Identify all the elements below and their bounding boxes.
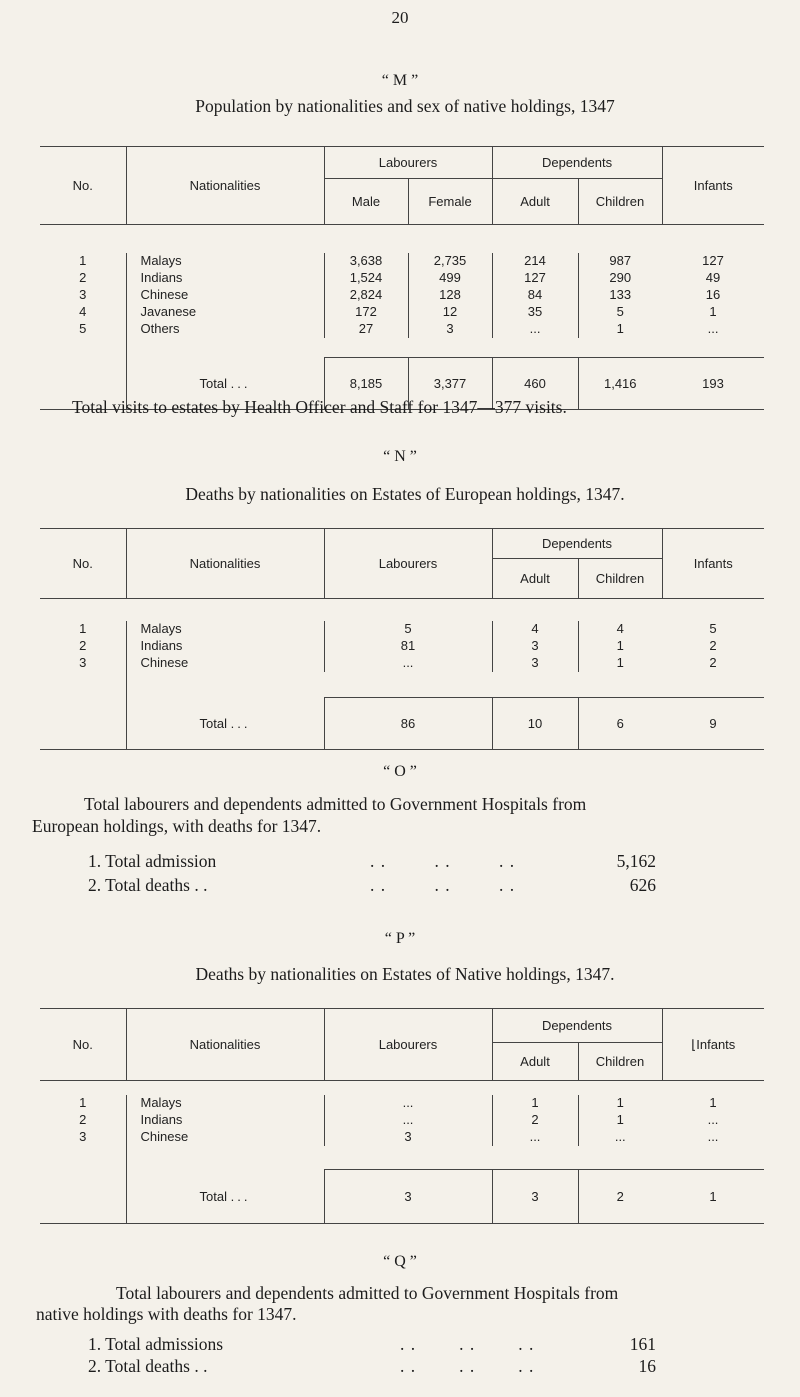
col-adult: Adult xyxy=(492,559,578,599)
table-n xyxy=(40,528,764,750)
table-p xyxy=(40,1008,764,1224)
leader-dots: . . . . . . xyxy=(370,875,516,895)
col-labourers: Labourers xyxy=(324,147,492,179)
col-no: No. xyxy=(40,1009,126,1081)
table-row: 4 Javanese 172 12 35 5 1 xyxy=(79,303,717,319)
col-dependents: Dependents xyxy=(492,1009,662,1043)
table-total-row: Total ... 3 3 2 1 xyxy=(40,1170,764,1224)
col-children: Children xyxy=(578,179,662,225)
table-row: 1 Malays 3,638 2,735 214 987 127 xyxy=(79,252,724,268)
section-q-item-value: 161 xyxy=(629,1334,656,1354)
section-m-title: Population by nationalities and sex of native holdings, 1347 xyxy=(195,96,615,116)
col-adult: Adult xyxy=(492,179,578,225)
col-labourers: Labourers xyxy=(324,1009,492,1081)
table-total-row: Total ... 86 10 6 9 xyxy=(40,698,764,750)
table-row: 3 Chinese ... 3 1 2 xyxy=(79,654,717,670)
section-p-title: Deaths by nationalities on Estates of Native holdings, 1347. xyxy=(195,964,615,984)
col-male: Male xyxy=(324,179,408,225)
col-nationalities: Nationalities xyxy=(126,529,324,599)
section-o-item-label: 1. Total admission xyxy=(88,851,217,871)
section-q-item-value: 16 xyxy=(638,1356,656,1376)
col-no: No. xyxy=(40,529,126,599)
section-n-title: Deaths by nationalities on Estates of European holdings, 1347. xyxy=(185,484,625,504)
col-nationalities: Nationalities xyxy=(126,147,324,225)
section-o-item-value: 626 xyxy=(629,875,656,895)
col-adult: Adult xyxy=(492,1043,578,1081)
section-q-para-line2: native holdings with deaths for 1347. xyxy=(36,1304,297,1324)
table-row: 3 Chinese 2,824 128 84 133 16 xyxy=(79,286,721,302)
section-q-letter: “ Q ” xyxy=(383,1253,417,1270)
section-o-para-line1: Total labourers and dependents admitted to Government Hospitals from xyxy=(84,794,587,814)
section-o-item-value: 5,162 xyxy=(616,851,656,871)
section-q-item-label: 1. Total admissions xyxy=(88,1334,224,1354)
section-q-para-line1: Total labourers and dependents admitted to Government Hospitals from xyxy=(116,1283,619,1303)
table-row: 2 Indians 1,524 499 127 290 49 xyxy=(79,269,721,285)
col-infants: Infants xyxy=(662,147,764,225)
col-infants: ⌊Infants xyxy=(662,1009,764,1081)
brace-mark: ⌊ xyxy=(691,1036,697,1052)
col-nationalities: Nationalities xyxy=(126,1009,324,1081)
section-o-para-line2: European holdings, with deaths for 1347. xyxy=(32,816,322,836)
section-n-letter: “ N ” xyxy=(383,448,417,465)
col-children: Children xyxy=(578,559,662,599)
section-o-item-label: 2. Total deaths . . xyxy=(88,875,208,895)
table-total-row: Total ... 8,185 3,377 460 1,416 193 xyxy=(40,358,764,410)
leader-dots: . . . . . . xyxy=(400,1356,535,1376)
page-number: 20 xyxy=(391,8,409,27)
col-labourers: Labourers xyxy=(324,529,492,599)
section-q-item-label: 2. Total deaths . . xyxy=(88,1356,208,1376)
table-row: 2 Indians ... 2 1 ... xyxy=(79,1111,719,1127)
leader-dots: . . . . . . xyxy=(400,1334,535,1354)
col-infants: Infants xyxy=(662,529,764,599)
col-children: Children xyxy=(578,1043,662,1081)
visits-line: Total visits to estates by Health Officer and Staff for 1347—377 visits. xyxy=(72,397,567,417)
table-row: 2 Indians 81 3 1 2 xyxy=(79,637,717,653)
leader-dots: . . . . . . xyxy=(370,851,516,871)
col-dependents: Dependents xyxy=(492,529,662,559)
table-m xyxy=(40,146,764,410)
col-female: Female xyxy=(408,179,492,225)
section-m-letter: “ M ” xyxy=(381,72,419,89)
table-row: 1 Malays ... 1 1 1 xyxy=(79,1094,717,1110)
table-row: 3 Chinese 3 ... ... ... xyxy=(79,1128,719,1144)
table-row: 5 Others 27 3 ... 1 ... xyxy=(79,320,719,336)
section-o-letter: “ O ” xyxy=(383,763,417,780)
table-row: 1 Malays 5 4 4 5 xyxy=(79,620,717,636)
section-p-letter: “ P ” xyxy=(384,930,416,947)
col-no: No. xyxy=(40,147,126,225)
col-dependents: Dependents xyxy=(492,147,662,179)
